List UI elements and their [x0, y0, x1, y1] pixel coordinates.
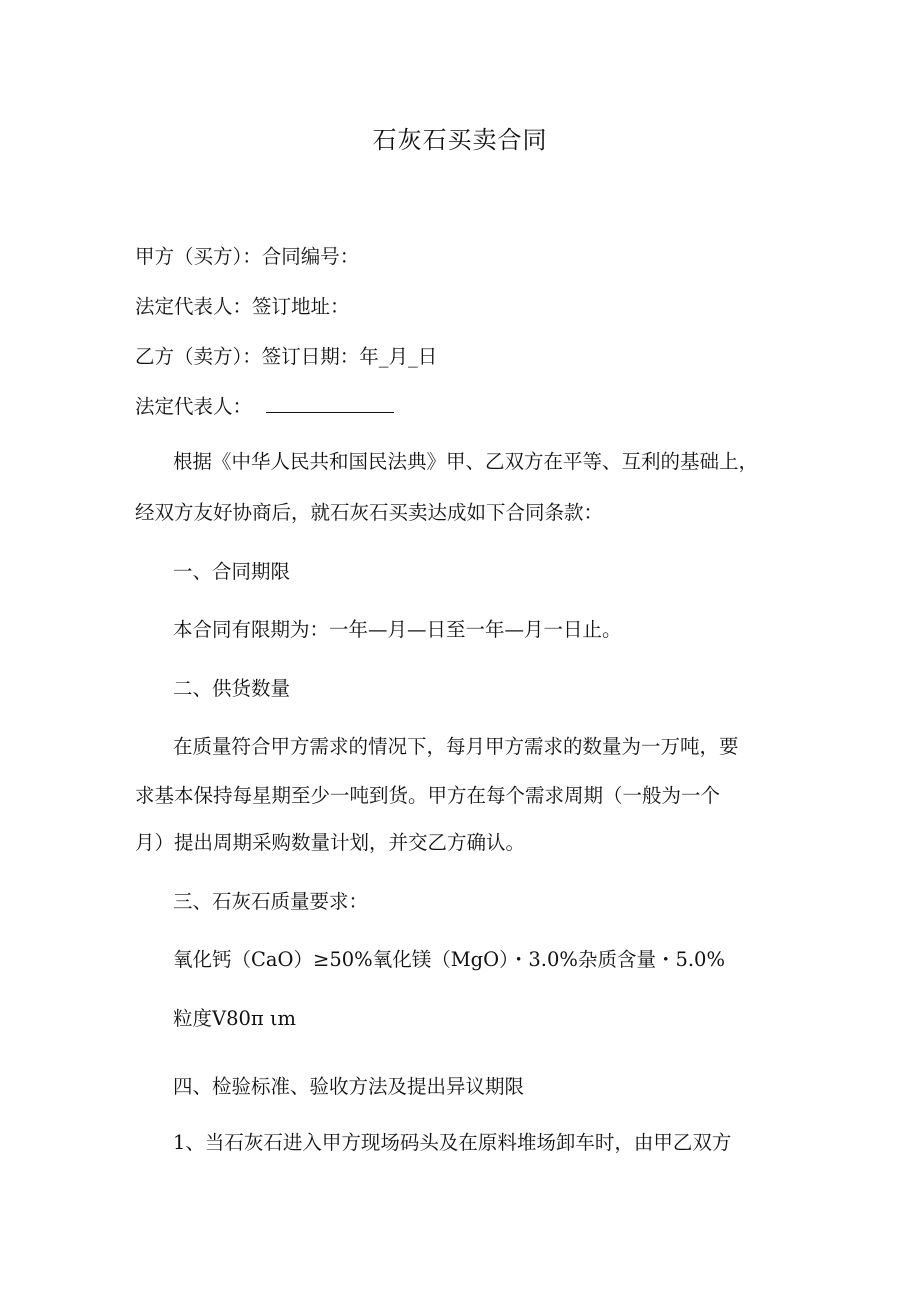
section-3-spec-composition: 氧化钙（CaO）≥50%氧化镁（MgO）・3.0%杂质含量・5.0%: [173, 948, 725, 971]
seller-line: 乙方（卖方）：签订日期：年_月_日: [135, 345, 438, 368]
section-2-body-line-1: 在质量符合甲方需求的情况下，每月甲方需求的数量为一万吨，要: [173, 735, 739, 758]
section-2-heading: 二、供货数量: [173, 677, 291, 700]
section-4-heading: 四、检验标准、验收方法及提出异议期限: [173, 1075, 525, 1098]
section-2-body-line-3: 月）提出周期采购数量计划，并交乙方确认。: [135, 831, 526, 854]
section-3-spec-granularity: 粒度V80π ιm: [173, 1007, 297, 1030]
seller-representative-label: 法定代表人：: [135, 395, 253, 418]
preamble-line-2: 经双方友好协商后，就石灰石买卖达成如下合同条款：: [135, 501, 604, 524]
section-1-heading: 一、合同期限: [173, 560, 291, 583]
buyer-line: 甲方（买方）：合同编号：: [135, 245, 360, 268]
section-3-heading: 三、石灰石质量要求：: [173, 890, 369, 913]
section-4-item-1: 1、当石灰石进入甲方现场码头及在原料堆场卸车时，由甲乙双方: [173, 1131, 732, 1154]
signature-blank-line: [266, 411, 394, 413]
preamble-line-1: 根据《中华人民共和国民法典》甲、乙双方在平等、互利的基础上，: [173, 450, 759, 473]
buyer-representative-line: 法定代表人：签订地址：: [135, 295, 350, 318]
section-1-body: 本合同有限期为：一年—月—日至一年—月一日止。: [173, 618, 622, 641]
seller-representative-line: [135, 397, 394, 417]
section-2-body-line-2: 求基本保持每星期至少一吨到货。甲方在每个需求周期（一般为一个: [135, 784, 721, 807]
document-title: 石灰石买卖合同: [372, 126, 548, 154]
